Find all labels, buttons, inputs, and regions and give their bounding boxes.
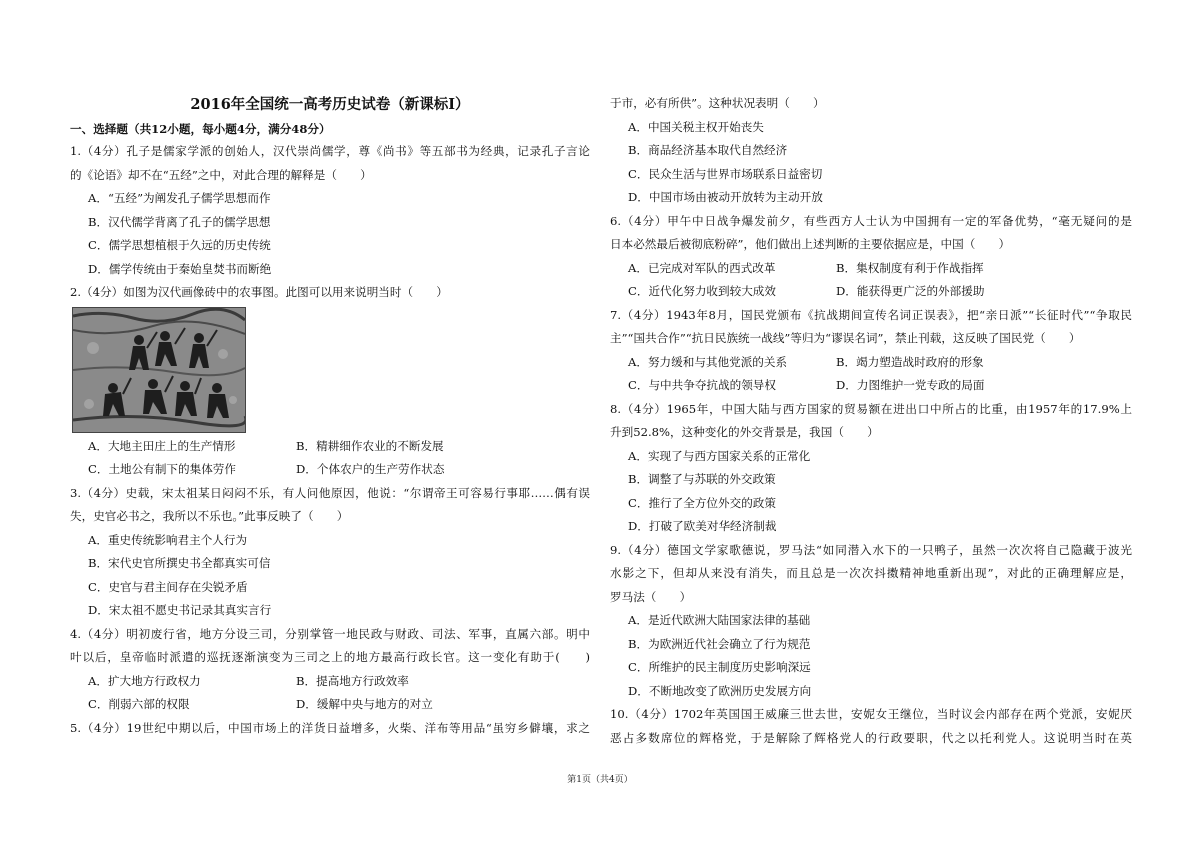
option-d: D．能获得更广泛的外部援助 [836,284,985,298]
option-d: D．不断地改变了欧洲历史发展方向 [628,683,812,698]
question-9 [610,539,1132,704]
option-d: D．力图维护一党专政的局面 [836,378,985,392]
option-c: C．儒学思想植根于久远的历史传统 [88,238,271,252]
option-row [70,693,590,717]
option-b: B．调整了与苏联的外交政策 [628,472,776,486]
option-a: A．“五经”为阐发孔子儒学思想而作 [88,191,271,205]
question-text: 于市，必有所供”。这种状况表明（ ） [610,96,825,110]
option-row [610,374,1132,398]
option-d: D．个体农户的生产劳作状态 [296,462,445,476]
option-a: A．实现了与西方国家关系的正常化 [628,448,811,463]
question-text: 3.（4分）史载，宋太祖某日闷闷不乐，有人问他原因，他说：“尔谓帝王可容易行事耶……偶有误 [70,485,590,500]
question-text: 2.（4分）如图为汉代画像砖中的农事图。此图可以用来说明当时（ ） [70,285,448,299]
section-heading: 一、选择题（共12小题，每小题4分，满分48分） [70,122,331,136]
question-text: 水影之下，但却从来没有消失，而且总是一次次抖擞精神地重新出现”，对此的正确理解应是， [610,566,1132,580]
option-a: A．大地主田庄上的生产情形 [88,438,236,453]
option-row [70,670,590,694]
question-text: 叶以后，皇帝临时派遣的巡抚逐渐演变为三司之上的地方最高行政长官。这一变化有助于( ) [70,650,590,664]
question-text: 失，史官必书之，我所以不乐也。”此事反映了（ ） [70,509,349,523]
question-10 [610,703,1132,750]
option-a: A．中国关税主权开始丧失 [628,119,764,134]
option-b: B．集权制度有利于作战指挥 [836,260,984,275]
question-7 [610,304,1132,398]
question-text: 10.（4分）1702年英国国王威廉三世去世，安妮女王继位，当时议会内部存在两个党派，安妮厌 [610,707,1132,721]
option-b: B．商品经济基本取代自然经济 [628,143,788,157]
option-c: C．土地公有制下的集体劳作 [88,462,236,476]
question-text: 8.（4分）1965年，中国大陆与西方国家的贸易额在进出口中所占的比重，由1957年的17.9%上 [610,401,1132,416]
option-b: B．竭力塑造战时政府的形象 [836,354,984,369]
option-row [610,257,1132,281]
option-row [610,351,1132,375]
farming-scene-illustration [73,308,245,432]
option-d: D．缓解中央与地方的对立 [296,697,433,711]
option-a: A．是近代欧洲大陆国家法律的基础 [628,613,811,627]
question-text: 的《论语》却不在“五经”之中，对此合理的解释是（ ） [70,167,372,182]
option-c: C．史官与君主间存在尖锐矛盾 [88,579,248,594]
question-5-continued [610,92,1132,210]
question-text: 罗马法（ ） [610,589,692,604]
option-b: B．提高地方行政效率 [296,673,409,688]
han-brick-farming-image [72,307,246,433]
question-text: 1.（4分）孔子是儒家学派的创始人，汉代崇尚儒学，尊《尚书》等五部书为经典，记录孔子言论 [70,144,590,158]
right-column [610,92,1132,750]
option-c: C．民众生活与世界市场联系日益密切 [628,166,823,181]
option-d: D．儒学传统由于秦始皇焚书而断绝 [88,261,272,276]
option-row [610,280,1132,304]
option-d: D．中国市场由被动开放转为主动开放 [628,190,823,204]
page-footer: 第1页（共4页） [567,775,633,785]
question-1 [70,140,590,281]
question-6 [610,210,1132,304]
question-3 [70,482,590,623]
option-a: A．重史传统影响君主个人行为 [88,532,248,547]
option-b: B．汉代儒学背离了孔子的儒学思想 [88,214,271,229]
question-8 [610,398,1132,539]
option-c: C．与中共争夺抗战的领导权 [628,378,776,392]
option-d: D．打破了欧美对华经济制裁 [628,519,777,533]
question-5 [70,717,590,741]
option-c: C．近代化努力收到较大成效 [628,284,776,298]
question-text: 升到52.8%，这种变化的外交背景是，我国（ ） [610,425,879,439]
option-b: B．宋代史官所撰史书全都真实可信 [88,556,271,570]
option-d: D．宋太祖不愿史书记录其真实言行 [88,603,272,617]
question-2 [70,281,590,482]
option-a: A．努力缓和与其他党派的关系 [628,354,788,369]
question-text: 6.（4分）甲午中日战争爆发前夕，有些西方人士认为中国拥有一定的军备优势，“毫无疑问的是 [610,213,1132,228]
left-column [70,92,590,740]
option-b: B．为欧洲近代社会确立了行为规范 [628,636,811,651]
question-text: 恶占多数席位的辉格党，于是解除了辉格党人的行政要职，代之以托利党人。这说明当时在英 [610,730,1132,745]
question-text: 日本必然最后被彻底粉碎”，他们做出上述判断的主要依据应是，中国（ ） [610,237,1011,251]
question-text: 主”“国共合作”“抗日民族统一战线”等归为“谬误名词”，禁止刊载，这反映了国民党（ ） [610,331,1081,345]
option-a: A．已完成对军队的西式改革 [628,260,776,275]
question-text: 9.（4分）德国文学家歌德说，罗马法“如同潜入水下的一只鸭子，虽然一次次将自己隐藏于波光 [610,542,1132,557]
question-text: 4.（4分）明初废行省，地方分设三司，分别掌管一地民政与财政、司法、军事，直属六部。明中 [70,626,590,641]
question-text: 7.（4分）1943年8月，国民党颁布《抗战期间宣传名词正误表》，把“亲日派”“长征时代”“争取民 [610,307,1132,322]
option-a: A．扩大地方行政权力 [88,673,201,688]
question-text: 5.（4分）19世纪中期以后，中国市场上的洋货日益增多，火柴、洋布等用品“虽穷乡僻壤，求之 [70,720,590,735]
question-4 [70,623,590,717]
option-b: B．精耕细作农业的不断发展 [296,438,444,453]
option-row [70,435,590,459]
exam-title: 2016年全国统一高考历史试卷（新课标Ⅰ） [190,96,470,113]
option-c: C．推行了全方位外交的政策 [628,495,776,510]
option-row [70,458,590,482]
option-c: C．削弱六部的权限 [88,697,190,711]
option-c: C．所维护的民主制度历史影响深远 [628,660,811,674]
